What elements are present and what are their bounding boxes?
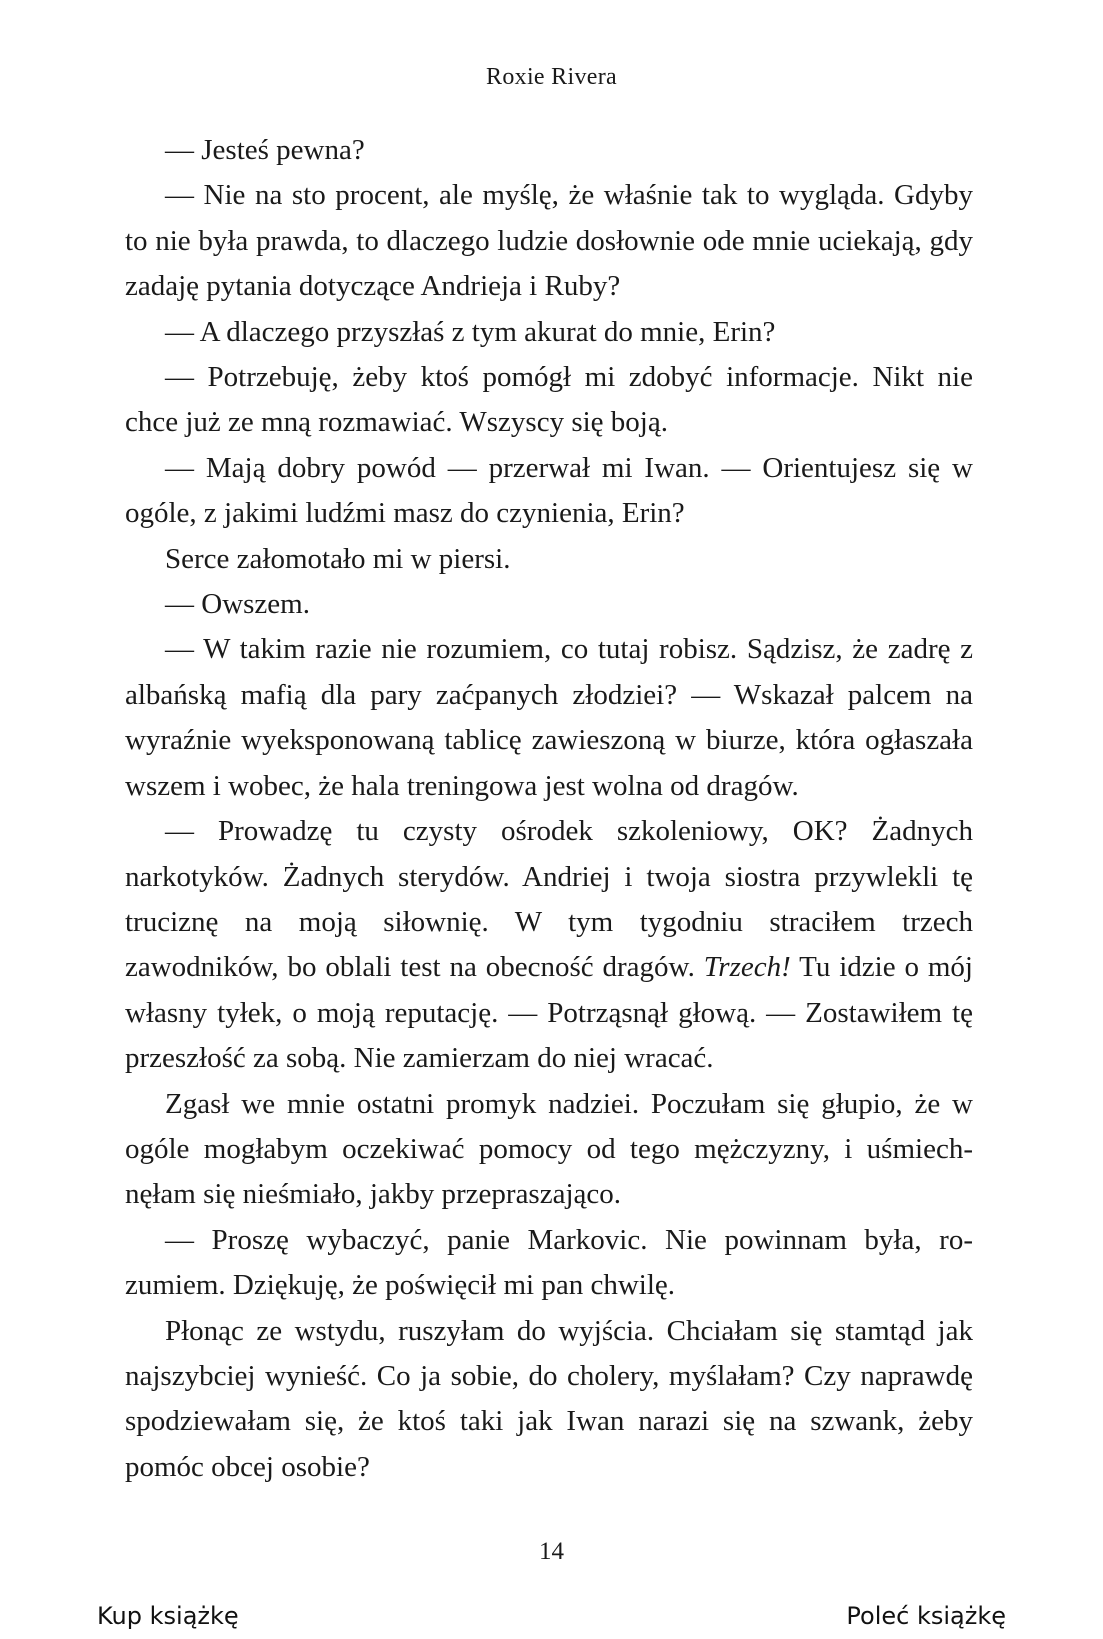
paragraph: — Prowadzę tu czysty ośrodek szkoleniowy, OK? Żadnych narkotyków. Żadnych sterydów. Andriej i twoja siostra przywlekli tę truciznę na moją siłownię. W tym tygodniu straciłem trzech zawodników, bo oblali test na obecność dragów. Trzech! Tu idzie o mój własny tyłek, o moją reputację. — Potrząsnął głową. — Zostawiłem tę przeszłość za sobą. Nie zamierzam do niej wracać. xyxy=(125,815,973,1075)
paragraph: — A dlaczego przyszłaś z tym akurat do mnie, Erin? xyxy=(165,315,776,348)
italic-emphasis: Trzech! xyxy=(703,951,791,984)
paragraph: — Nie na sto procent, ale myślę, że właśnie tak to wygląda. Gdyby to nie była prawda, to dlaczego ludzie dosłownie ode mnie uciekają, gdy zadaję pytania dotyczące Andrieja i Ruby? xyxy=(125,179,973,303)
paragraph: Serce załomotało mi w piersi. xyxy=(165,542,511,575)
paragraph: Płonąc ze wstydu, ruszyłam do wyjścia. Chciałam się stamtąd jak najszybciej wynieść. Co ja sobie, do cholery, myślałam? Czy naprawdę spodziewałam się, że ktoś taki jak Iwan narazi się na szwank, żeby pomóc obcej osobie? xyxy=(125,1314,973,1483)
page-number: 14 xyxy=(539,1538,564,1565)
paragraph: — Jesteś pewna? xyxy=(165,134,365,166)
paragraph: — Mają dobry powód — przerwał mi Iwan. — Orientujesz się w ogóle, z jakimi ludźmi masz do czynienia, Erin? xyxy=(125,451,973,530)
paragraph: Zgasł we mnie ostatni promyk nadziei. Poczułam się głupio, że w ogóle mogłabym oczekiwać pomocy od tego mężczyzny, i uśmiechnęłam się nieśmiało, jakby przepraszająco. xyxy=(125,1087,973,1211)
recommend-book-link[interactable]: Poleć książkę xyxy=(846,1602,1006,1630)
paragraph: — Potrzebuję, żeby ktoś pomógł mi zdobyć informacje. Nikt nie chce już ze mną rozmawiać. Wszyscy się boją. xyxy=(125,361,973,439)
running-head: Roxie Rivera xyxy=(486,64,617,90)
paragraph: — Owszem. xyxy=(165,588,310,621)
body-text xyxy=(125,128,973,1490)
paragraph: — W takim razie nie rozumiem, co tutaj robisz. Sądzisz, że zadrę z albańską mafią dla pary zaćpanych złodziei? — Wskazał palcem na wyraźnie wyeksponowaną tablicę zawieszoną w biurze, która ogłaszała wszem i wobec, że hala treningowa jest wolna od dragów. xyxy=(125,633,973,802)
buy-book-link[interactable]: Kup książkę xyxy=(97,1602,239,1630)
paragraph: — Proszę wybaczyć, panie Markovic. Nie powinnam była, rozumiem. Dziękuję, że poświęcił mi pan chwilę. xyxy=(125,1223,973,1302)
